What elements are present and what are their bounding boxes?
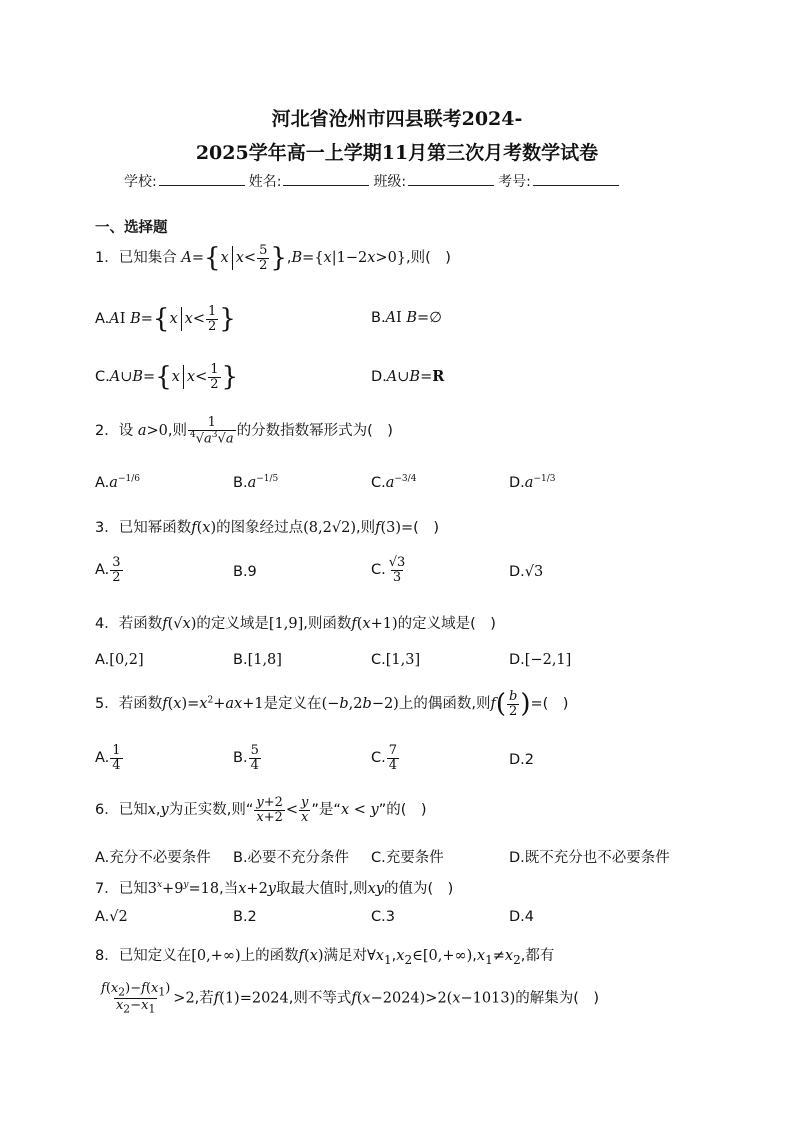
name-blank[interactable]	[283, 171, 369, 186]
q5-option-a[interactable]: A. $\frac{1}{4}$	[95, 743, 121, 773]
q3-option-b[interactable]: B.9	[233, 564, 257, 580]
q2-option-a[interactable]: $A.a^{-1/6}$	[95, 474, 140, 491]
q2-option-c[interactable]: $C.a^{-3/4}$	[371, 474, 417, 491]
q6-option-c[interactable]: C.充要条件	[371, 850, 444, 866]
question-3: 3．已知幂函数f(x)的图象经过点(8,2√2),则f(3)=( )	[95, 520, 439, 536]
q3-option-d[interactable]: D.√3	[509, 564, 544, 580]
question-2: 2．设 a>0,则 $\frac{1}{^4√a^3√a}$ 的分数指数幂形式为( )	[95, 415, 393, 446]
school-blank[interactable]	[159, 171, 245, 186]
title-line-1: 河北省沧州市四县联考2024-	[271, 108, 523, 130]
question-8-line-2: $\frac{f(x_2)-f(x_1)}{x_2-x_1}$ >2,若f(1)=2024,则不等式f(x−2024)>2(x−1013)的解集为( )	[101, 981, 600, 1016]
question-4: 4．若函数f(√x)的定义域是[1,9],则函数f(x+1)的定义域是( )	[95, 616, 496, 632]
q1-option-d[interactable]: D.A∪B=R	[371, 368, 445, 385]
name-label: 姓名:	[248, 174, 282, 190]
question-5: 5．若函数$f(x)=x^2+ax+1$是定义在(−b,2b−2)上的偶函数,则f( $\frac{b}{2}$ )=( )	[95, 689, 569, 720]
q5-option-c[interactable]: C. $\frac{7}{4}$	[371, 743, 398, 773]
exam-number-label: 考号:	[498, 174, 531, 190]
q7-option-c[interactable]: C.3	[371, 909, 395, 925]
q1-option-c[interactable]: C.A∪B={x x< $\frac{1}{2}$ }	[95, 362, 239, 393]
q4-option-d[interactable]: D.[−2,1]	[509, 652, 572, 668]
question-8-line-1: 8．已知定义在[0,+∞)上的函数f(x)满足对$\forall x_1,x_2\in[0,+\infty),x_1\ne x_2$,都有	[95, 948, 555, 967]
q6-option-a[interactable]: A.充分不必要条件	[95, 850, 211, 866]
q7-option-d[interactable]: D.4	[509, 909, 534, 925]
q3-option-c[interactable]: C. $\frac{√3}{3}$	[371, 555, 406, 585]
q5-option-d[interactable]: D.2	[509, 752, 534, 768]
q2-option-b[interactable]: $B.a^{-1/5}$	[233, 474, 279, 491]
q1-option-a[interactable]: A.AI B={x x< $\frac{1}{2}$ }	[95, 304, 236, 335]
q3-option-a[interactable]: A. $\frac{3}{2}$	[95, 555, 121, 585]
class-label: 班级:	[373, 174, 407, 190]
question-6: 6．已知x,y为正实数,则“ $\frac{y+2}{x+2}$ < $\frac{y}{x}$ ”是“x < y”的( )	[95, 795, 427, 825]
class-blank[interactable]	[408, 171, 494, 186]
exam-number-blank[interactable]	[533, 171, 619, 186]
q7-option-b[interactable]: B.2	[233, 909, 257, 925]
q6-option-d[interactable]: D.既不充分也不必要条件	[509, 850, 670, 866]
question-1: 1．已知集合 A={x x< $\frac{5}{2}$ },B={x|1−2x>0},则( )	[95, 243, 451, 274]
school-label: 学校:	[124, 174, 157, 190]
q7-option-a[interactable]: A.√2	[95, 909, 128, 925]
q5-option-b[interactable]: B. $\frac{5}{4}$	[233, 743, 259, 773]
q4-option-b[interactable]: B.[1,8]	[233, 652, 282, 668]
q4-option-c[interactable]: C.[1,3]	[371, 652, 421, 668]
section-title: 一、选择题	[95, 220, 168, 236]
q6-option-b[interactable]: B.必要不充分条件	[233, 850, 350, 866]
title-line-2: 2025学年高一上学期11月第三次月考数学试卷	[195, 142, 599, 164]
question-7: 7．已知$3^x+9^y=18$,当x+2y取最大值时,则xy的值为( )	[95, 880, 454, 897]
student-info-row	[124, 171, 623, 191]
q2-option-d[interactable]: $D.a^{-1/3}$	[509, 474, 556, 491]
q1-option-b[interactable]: B.AI B=∅	[371, 310, 442, 326]
q4-option-a[interactable]: A.[0,2]	[95, 652, 144, 668]
